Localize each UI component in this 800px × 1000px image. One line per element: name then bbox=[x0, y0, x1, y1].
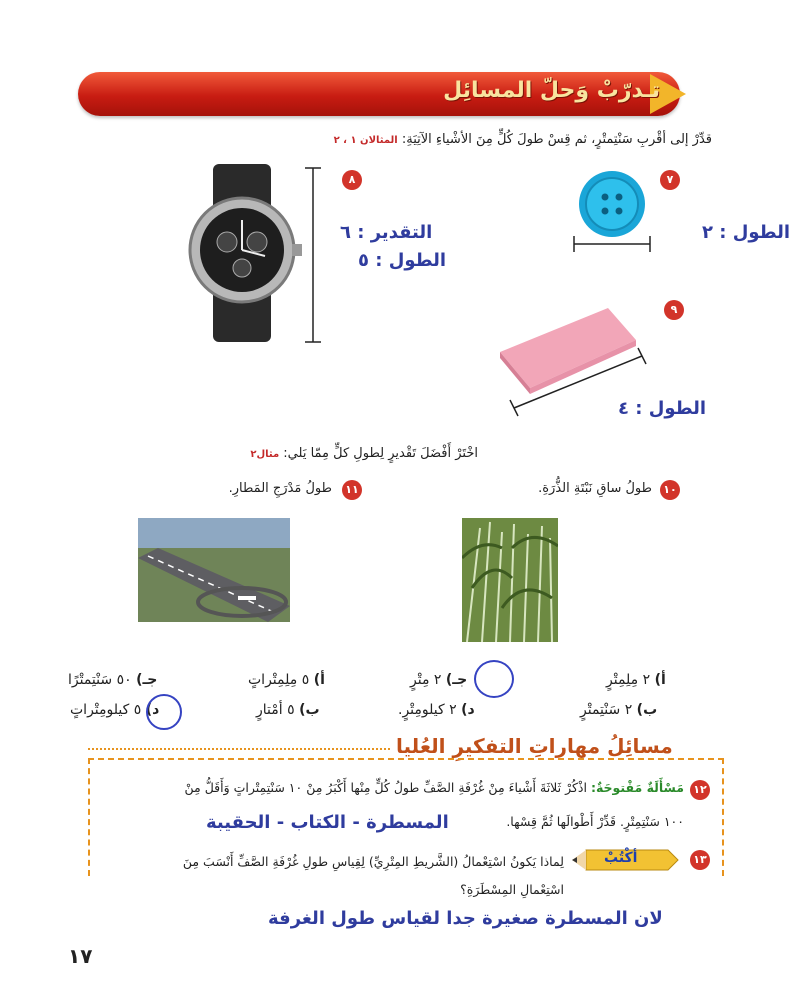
exercise-number-11: ١١ bbox=[342, 480, 362, 500]
exercise-number-12: ١٢ bbox=[690, 780, 710, 800]
exercise-number-8: ٨ bbox=[342, 170, 362, 190]
watch-icon bbox=[185, 160, 330, 350]
exercise-number-7: ٧ bbox=[660, 170, 680, 190]
option-10-a[interactable]: أ) ٢ مِلِمِتْرٍ bbox=[606, 672, 666, 688]
instruction-estimate: قدِّرْ إلى أقْربِ سَنْتِمتْرٍ، ثم قِسْ طولَ كُلٍّ مِنَ الأشْياءِ الآتِيَةِ: المثالان ١ ، ٢ bbox=[333, 132, 712, 147]
hots-heading: مسائِلُ مهاراتِ التفكيرِ العُليا bbox=[396, 734, 673, 758]
exercise-number-13: ١٣ bbox=[690, 850, 710, 870]
answer-13: لان المسطرة صغيرة جدا لقياس طول الغرفة bbox=[268, 908, 663, 929]
answer-7: الطول : ٢ bbox=[702, 222, 791, 243]
corn-image bbox=[462, 518, 558, 642]
option-11-d[interactable]: د) ٥ كيلومِتْراتٍ bbox=[70, 702, 160, 718]
question-12-line2: ١٠٠ سَنْتِمِتْرٍ. قَدِّرْ أَطْوالَها ثُمَّ قِسْها. bbox=[506, 814, 684, 829]
estimate-8: التقدير : ٦ bbox=[340, 222, 433, 243]
runway-image bbox=[138, 518, 290, 622]
page-number: ١٧ bbox=[68, 944, 93, 968]
answer-8: الطول : ٥ bbox=[358, 250, 447, 271]
option-10-c[interactable]: جـ) ٢ مِتْرٍ bbox=[410, 672, 468, 688]
exercise-number-9: ٩ bbox=[664, 300, 684, 320]
heading-dotted-line bbox=[88, 748, 390, 750]
option-11-b[interactable]: ب) ٥ أمْتارٍ bbox=[256, 702, 320, 718]
example-ref-2: مثال٢ bbox=[250, 449, 280, 460]
question-11: طولُ مَدْرَجِ المَطارِ. bbox=[228, 481, 332, 496]
selected-answer-circle-11 bbox=[146, 694, 182, 730]
option-11-a[interactable]: أ) ٥ مِلِمِتْراتٍ bbox=[248, 672, 325, 688]
option-10-d[interactable]: د) ٢ كيلومِتْرٍ. bbox=[398, 702, 475, 718]
option-11-c[interactable]: جـ) ٥٠ سَنْتِمتْرًا bbox=[68, 672, 158, 688]
instruction-choose: اخْتَرْ أَفْضَلَ تَقْديرٍ لِطولِ كلٍّ مِمّا يَلي: مثال٢ bbox=[250, 446, 478, 461]
write-label: أكْتُبْ bbox=[604, 850, 638, 866]
answer-9: الطول : ٤ bbox=[618, 398, 707, 419]
button-icon bbox=[568, 168, 658, 258]
question-13: لِماذا يَكونُ اسْتِعْمالُ (الشَّريطِ المِتْرِيِّ) لِقِياسِ طولِ غُرْفَةِ الصَّفِّ أَنْسَبَ مِنَ bbox=[182, 854, 564, 869]
option-10-b[interactable]: ب) ٢ سَنْتِمتْرٍ bbox=[580, 702, 658, 718]
section-title: تـدرّبْ وَحلّ المسائِل bbox=[443, 78, 660, 103]
selected-answer-circle-10 bbox=[474, 660, 514, 698]
example-ref: المثالان ١ ، ٢ bbox=[333, 135, 398, 146]
question-12: مَسْأَلَةٌ مَفْتوحَةٌ: اذْكُرْ ثَلاثَةَ أَشْياءَ مِنْ غُرْفَةِ الصَّفِّ طولُ كُلٍّ مِنْها أَكْبَرُ مِنْ ١٠ سَنْتِمِتْراتٍ وَأَقَلُّ مِنْ bbox=[184, 780, 684, 795]
question-10: طولُ ساقِ نَبْتَةِ الذُّرَةِ. bbox=[538, 481, 652, 496]
exercise-number-10: ١٠ bbox=[660, 480, 680, 500]
answer-12: المسطرة - الكتاب - الحقيبة bbox=[206, 812, 449, 833]
question-13-line2: اسْتِعْمالِ المِسْطَرَةِ؟ bbox=[460, 882, 564, 897]
open-problem-label: مَسْأَلَةٌ مَفْتوحَةٌ: bbox=[590, 780, 684, 795]
